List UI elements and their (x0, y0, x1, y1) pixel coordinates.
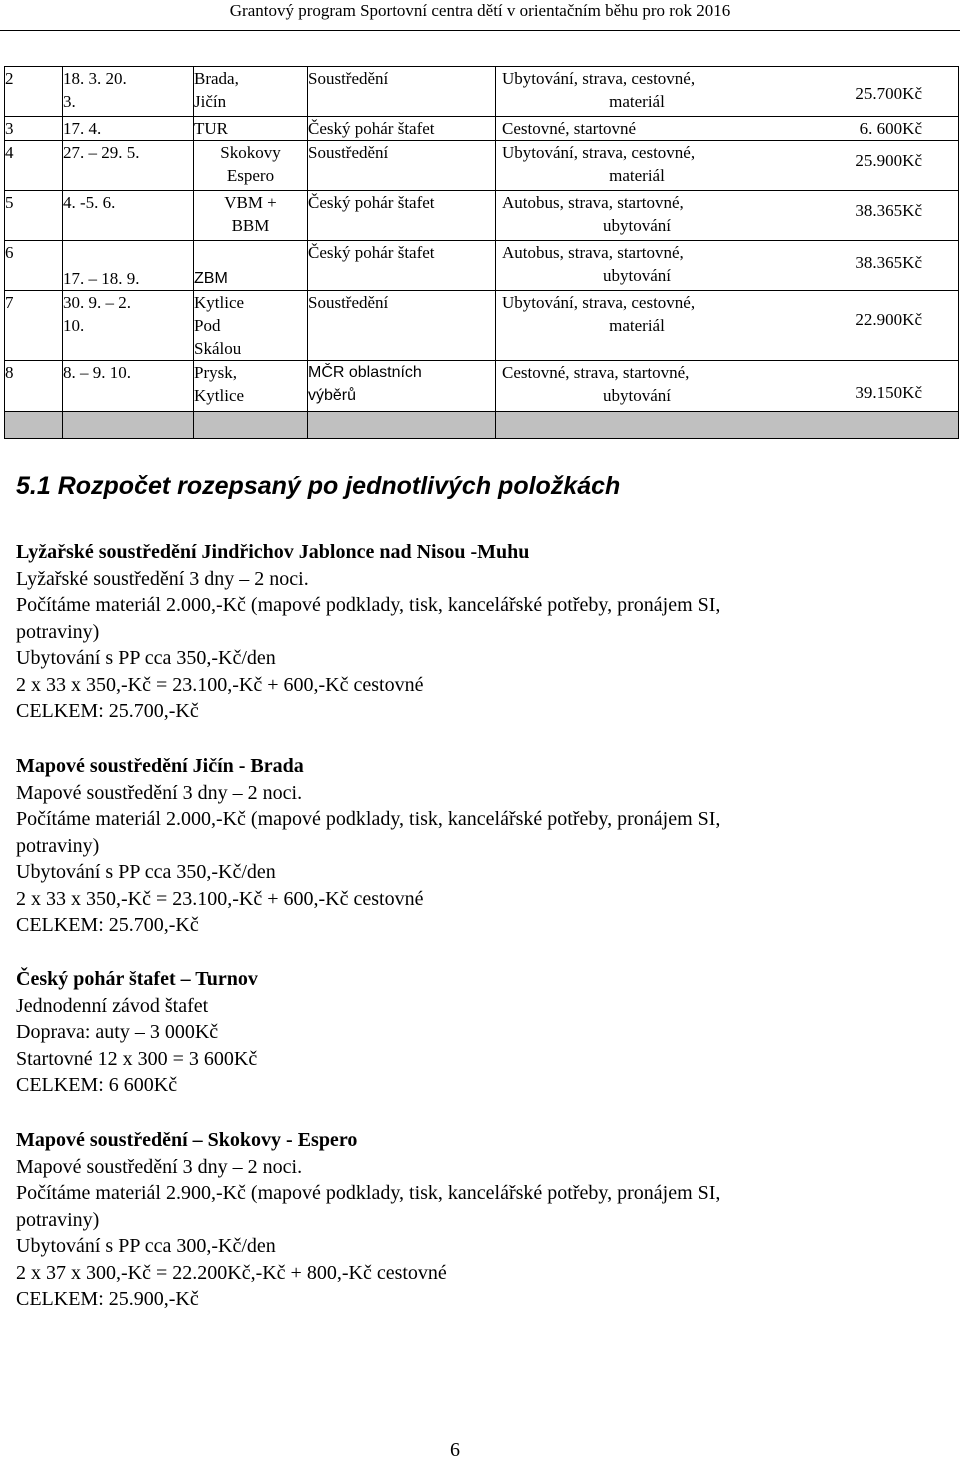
cell-text-line: Espero (226, 166, 275, 185)
cell-text-line: 18. 3. 20. (63, 69, 127, 88)
shaded-cell (5, 412, 63, 439)
table-shaded-row (5, 412, 959, 439)
block-line: Počítáme materiál 2.000,-Kč (mapové podklady, tisk, kancelářské potřeby, pronájem SI, (16, 594, 721, 616)
budget-block-relay-turnov (16, 966, 916, 1099)
cell-description (496, 361, 959, 412)
block-line: potraviny) (16, 1208, 100, 1231)
page-header-title: Grantový program Sportovní centra dětí v orientačním běhu pro rok 2016 (229, 1, 731, 20)
cell-text-line: 17. 4. (63, 119, 102, 138)
block-line: potraviny) (16, 620, 100, 643)
block-line: Ubytování s PP cca 300,-Kč/den (16, 1235, 276, 1257)
cell-text-line: Český pohár štafet (308, 243, 435, 262)
cell-text-line: ubytování (603, 386, 671, 405)
cell-place (194, 117, 308, 141)
cell-text-line: Prysk, (194, 363, 237, 382)
cell-amount: 38.365Kč (855, 201, 922, 220)
cell-text-line: Ubytování, strava, cestovné, (502, 143, 696, 162)
cell-text-line: Český pohár štafet (308, 119, 435, 138)
cell-action (308, 291, 496, 361)
cell-text-line: Cestovné, strava, startovné, (502, 363, 690, 382)
cell-text-line: Autobus, strava, startovné, (502, 243, 684, 262)
block-line: Mapové soustředění 3 dny – 2 noci. (16, 781, 303, 804)
block-line: Ubytování s PP cca 350,-Kč/den (16, 861, 276, 883)
cell-place (194, 291, 308, 361)
block-title: Mapové soustředění Jičín - Brada (16, 755, 304, 777)
table-row (5, 291, 959, 361)
cell-text-line: Jičín (194, 92, 227, 111)
table-row (5, 241, 959, 291)
budget-block-ski-camp (16, 539, 916, 725)
cell-action (308, 117, 496, 141)
cell-place (194, 67, 308, 117)
table-row (5, 67, 959, 117)
cell-number: 8 (5, 361, 63, 412)
cell-text-line: 4. -5. 6. (63, 193, 116, 212)
cell-text-line: VBM + (224, 193, 277, 212)
cell-number: 4 (5, 141, 63, 191)
cell-text-line: materiál (609, 166, 665, 185)
cell-amount: 38.365Kč (855, 253, 922, 272)
cell-date (63, 291, 194, 361)
cell-description (496, 291, 959, 361)
cell-text-line: Brada, (194, 69, 239, 88)
cell-text-line: Ubytování, strava, cestovné, (502, 293, 696, 312)
cell-number: 2 (5, 67, 63, 117)
cell-text-line: Cestovné, startovné (502, 119, 637, 138)
shaded-cell (308, 412, 496, 439)
cell-date (63, 141, 194, 191)
block-line: 2 x 33 x 350,-Kč = 23.100,-Kč + 600,-Kč cestovné (16, 673, 424, 696)
cell-text-line: Kytlice (194, 293, 245, 312)
cell-action (308, 141, 496, 191)
cell-text-line: Kytlice (194, 386, 245, 405)
budget-block-jicin-camp (16, 753, 916, 939)
cell-description (496, 117, 959, 141)
cell-action (308, 67, 496, 117)
cell-amount: 25.900Kč (855, 151, 922, 170)
cell-text-line: 17. – 18. 9. (63, 269, 140, 288)
block-line: Jednodenní závod štafet (16, 994, 209, 1017)
block-title: Český pohár štafet – Turnov (16, 968, 258, 990)
cell-text-line: 10. (63, 316, 85, 335)
block-total: CELKEM: 6 600Kč (16, 1074, 178, 1096)
cell-date (63, 191, 194, 241)
cell-action (308, 361, 496, 412)
block-line: Ubytování s PP cca 350,-Kč/den (16, 647, 276, 669)
cell-text-line: Soustředění (308, 293, 389, 312)
cell-text-line: materiál (609, 316, 665, 335)
cell-text-line: Český pohár štafet (308, 193, 435, 212)
cell-description (496, 241, 959, 291)
cell-date (63, 241, 194, 291)
table-row (5, 191, 959, 241)
block-total: CELKEM: 25.700,-Kč (16, 914, 199, 936)
cell-text-line: 8. – 9. 10. (63, 363, 131, 382)
cell-text-line: výběrů (308, 387, 357, 404)
cell-text-line: Ubytování, strava, cestovné, (502, 69, 696, 88)
block-line: potraviny) (16, 834, 100, 857)
table-row (5, 361, 959, 412)
cell-text-line: MČR oblastních (308, 364, 422, 381)
cell-text-line: 3. (63, 92, 76, 111)
cell-amount: 6. 600Kč (859, 119, 922, 138)
cell-date (63, 361, 194, 412)
cell-date (63, 67, 194, 117)
cell-text-line: ubytování (603, 216, 671, 235)
table-row (5, 117, 959, 141)
block-line: 2 x 37 x 300,-Kč = 22.200Kč,-Kč + 800,-Kč cestovné (16, 1261, 447, 1284)
cell-amount: 25.700Kč (855, 84, 922, 103)
cell-text-line: ZBM (194, 270, 228, 287)
block-title: Mapové soustředění – Skokovy - Espero (16, 1129, 358, 1151)
cell-number: 7 (5, 291, 63, 361)
shaded-cell (194, 412, 308, 439)
cell-text-line: materiál (609, 92, 665, 111)
cell-place (194, 191, 308, 241)
cell-description (496, 141, 959, 191)
shaded-cell (496, 412, 959, 439)
cell-action (308, 241, 496, 291)
cell-amount: 39.150Kč (855, 383, 922, 402)
block-line: 2 x 33 x 350,-Kč = 23.100,-Kč + 600,-Kč cestovné (16, 887, 424, 910)
cell-text-line: 30. 9. – 2. (63, 293, 131, 312)
block-line: Lyžařské soustředění 3 dny – 2 noci. (16, 567, 309, 590)
cell-place (194, 361, 308, 412)
block-line: Startovné 12 x 300 = 3 600Kč (16, 1047, 258, 1070)
cell-place (194, 241, 308, 291)
page-number: 6 (450, 1439, 460, 1461)
cell-text-line: Soustředění (308, 143, 389, 162)
cell-number: 5 (5, 191, 63, 241)
block-line: Doprava: auty – 3 000Kč (16, 1021, 219, 1043)
cell-text-line: Autobus, strava, startovné, (502, 193, 684, 212)
block-line: Mapové soustředění 3 dny – 2 noci. (16, 1155, 303, 1178)
cell-description (496, 67, 959, 117)
cell-number: 6 (5, 241, 63, 291)
cell-amount: 22.900Kč (855, 310, 922, 329)
cell-text-line: Skálou (194, 339, 242, 358)
cell-text-line: Skokovy (220, 143, 281, 162)
cell-number: 3 (5, 117, 63, 141)
cell-text-line: Soustředění (308, 69, 389, 88)
table-row (5, 141, 959, 191)
cell-date (63, 117, 194, 141)
cell-place (194, 141, 308, 191)
cell-action (308, 191, 496, 241)
block-line: Počítáme materiál 2.000,-Kč (mapové podklady, tisk, kancelářské potřeby, pronájem SI, (16, 808, 721, 830)
block-line: Počítáme materiál 2.900,-Kč (mapové podklady, tisk, kancelářské potřeby, pronájem SI, (16, 1182, 721, 1204)
cell-text-line: TUR (194, 119, 228, 138)
header-rule (0, 30, 960, 31)
block-total: CELKEM: 25.900,-Kč (16, 1288, 199, 1310)
cell-description (496, 191, 959, 241)
cell-text-line: ubytování (603, 266, 671, 285)
cell-text-line: Pod (194, 316, 221, 335)
cell-text-line: 27. – 29. 5. (63, 143, 140, 162)
block-total: CELKEM: 25.700,-Kč (16, 700, 199, 722)
section-heading: 5.1 Rozpočet rozepsaný po jednotlivých položkách (16, 472, 621, 500)
shaded-cell (63, 412, 194, 439)
budget-table (4, 66, 959, 439)
budget-block-skokovy-camp (16, 1127, 916, 1313)
cell-text-line: BBM (231, 216, 270, 235)
block-title: Lyžařské soustředění Jindřichov Jablonce nad Nisou -Muhu (16, 541, 530, 563)
